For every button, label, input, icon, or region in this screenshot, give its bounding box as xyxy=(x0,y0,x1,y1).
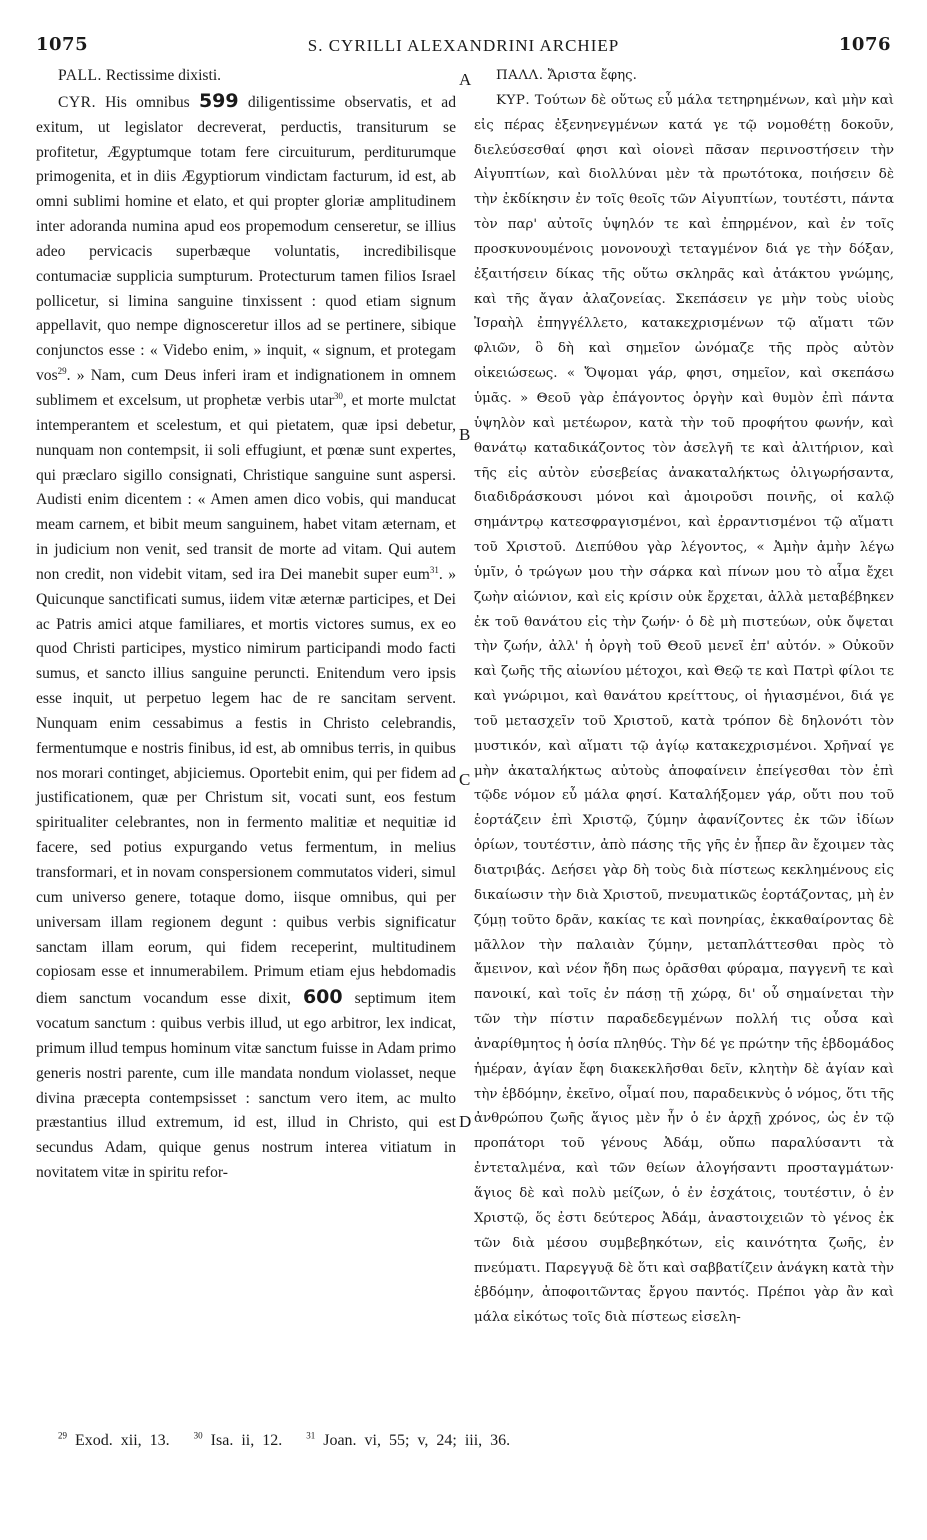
latin-column xyxy=(36,64,456,1186)
speaker-label: ΚΥΡ. xyxy=(496,92,531,108)
footnote-number: 29 xyxy=(58,1430,67,1441)
greek-paragraph-2 xyxy=(474,89,894,1331)
footnote-text: Joan. vi, 55; v, 24; iii, 36. xyxy=(315,1432,511,1449)
footnote-ref-31: 31 xyxy=(429,564,439,575)
latin-paragraph-1 xyxy=(36,64,456,89)
latin-paragraph-2 xyxy=(36,89,456,1186)
speaker-label: PALL. xyxy=(58,67,102,84)
footnote-text: Exod. xii, 13. xyxy=(67,1432,170,1449)
margin-letter-d: D xyxy=(459,1112,472,1131)
column-number-left: 1075 xyxy=(36,34,89,55)
latin-text: Rectissime dixisti. xyxy=(101,67,222,84)
latin-text: septimum item vocatum sanctum : quibus verbis illud, ut ego arbitror, lex indicat, primum illud tempus hominum vitæ sanctum fuisse in Adam primo generis nostri parente, cum ille mandata nondum violasset, neque divina præcepta contempsisset : sanctum vero item, ac multo præstantius illud extremum, id est, illud in Christo, qui est secundus Adam, quique genus nostrum interea vitiatum in novitatem vitæ in spiritu refor- xyxy=(36,990,456,1182)
footnotes xyxy=(58,1432,878,1450)
column-number-right: 1076 xyxy=(838,34,891,55)
column-marker-599: 599 xyxy=(198,89,239,112)
column-marker-600: 600 xyxy=(302,986,343,1009)
latin-text: . » Nam, cum Deus inferi iram et indignationem in omnem sublimem et excelsum, ut prophetæ verbis utar xyxy=(36,367,456,409)
margin-letter-c: C xyxy=(459,770,471,789)
page-header xyxy=(36,34,891,58)
latin-text: diligentissime observatis, et ad exitum, ut legislator decreverat, perductis, transiturum se profitetur, Ægyptumque totam fere circuiturum, perditurumque primogenita, et in diis Ægyptiorum vindictam facturum, id est, ab omni sublimi homine et elato, et qui propter gloriæ amplitudinem inter adoranda numina apud eos propemodum censeretur, se illius adeo pervicacis superbæque voluntatis, incredibilisque contumaciæ supplicia sumpturum. Protecturum tamen filios Israel pollicetur, si limina sanguine tinxissent : quod etiam signum appellavit, quo nempe dignosceretur illos ad se pertinere, sibique conjunctos esse : « Videbo enim, » inquit, « signum, et protegam vos xyxy=(36,93,457,385)
footnote-text: Isa. ii, 12. xyxy=(202,1432,283,1449)
greek-column xyxy=(474,64,894,1331)
latin-text: His omnibus xyxy=(95,93,199,111)
footnote-number: 31 xyxy=(306,1430,316,1441)
greek-paragraph-1 xyxy=(474,64,894,89)
footnote-ref-29: 29 xyxy=(57,365,67,376)
speaker-label: CYR. xyxy=(58,93,96,111)
latin-text: , et morte mulctat intemperantem et scelestum, et qui pietatem, quæ ipsi debetur, nunquam non contempsit, ii soli effugiunt, et pœnæ sunt expertes, qui præclaro sigillo consignati, Christique sanguine sunt aspersi. Audisti enim dicentem : « Amen amen dico vobis, qui manducat meam carnem, et bibit meum sanguinem, habet vitam æternam, et in judicium non venit, sed transit de morte ad vitam. Qui autem non credit, non videbit vitam, sed ira Dei manebit super eum xyxy=(36,391,456,583)
footnote-ref-30: 30 xyxy=(333,390,343,401)
footnote-number: 30 xyxy=(193,1430,203,1441)
margin-letter-a: A xyxy=(459,70,472,89)
running-title: S. CYRILLI ALEXANDRINI ARCHIEP xyxy=(307,36,620,55)
speaker-label: ΠΑΛΛ. xyxy=(496,68,544,83)
latin-text: . » Quicunque sanctificati sumus, iidem vitæ æternæ participes, et Dei ac Patris amici atque familiares, et mortis victores sumus, ex eo quod Christi participes, mystico nimirum participandi modo facti sumus, et sancto illius sanguine perunct​i. Enitendum vero ipsis esse inquit, ut perpetuo legem hac de re sancitam servent. Nunquam enim cessabimus a festis in Christo celebrandis, fermentumque e nostris finibus, id est, ab omnibus terris, in quibus nos morari continget, abjiciemus. Oportebit enim, qui per fidem ad justificationem, quæ per Christum sit, vocati sunt, eos festum spiritualiter celebrantes, non in fermento malitiæ et nequitiæ id facere, sed potius expurgando vetus fermentum, in melius transformari, et in novam conspersionem commutatos videri, simul cum universo genere, totaque domo, iisque omnibus, qui per universam illam regionem degunt : quibus verbis significatur sanctam illam eorum, qui fidem receperint, multitudinem copiosam esse et innumerabilem. Primum etiam ejus hebdomadis diem sanctum vocandum esse dixit, xyxy=(36,565,457,1008)
margin-letter-b: B xyxy=(459,425,471,444)
greek-text: Ἄριστα ἔφης. xyxy=(543,68,637,83)
greek-text: Τούτων δὲ οὕτως εὖ μάλα τετηρημένων, καὶ μὴν καὶ εἰς πέρας ἐξενηνεγμένων κατά γε τῷ νομοθέτῃ δοκοῦν, διελεύσεσθαί φησι καὶ οἱονεὶ πᾶσαν περινοστήσειν τὴν Αἰγυπτίων, καὶ διολλύναι μὲν τὰ πρωτότοκα, ποιήσειν δὲ τὴν ἐκδίκησιν ἐν τοῖς θεοῖς τῶν Αἰγυπτίων, τουτέστι, πάντα τὸν παρ' αὐτοῖς ὑψηλόν τε καὶ ἐπηρμένον, καὶ ἐν τοῖς προσκυνουμένοις μονονουχὶ τεταγμένον διά γε τὴν δόξαν, ἐξαιτήσειν δίκας τῆς οὕτω σκληρᾶς καὶ ἀτάκτου γνώμης, καὶ τῆς ἄγαν ἀλαζονείας. Σκεπάσειν γε μὴν τοὺς υἱοὺς Ἰσραὴλ ἐπηγγέλλετο, κατακεχρισμένων τῷ αἵματι τῶν φλιῶν, ὃ δὴ καὶ σημεῖον ὠνόμαζε τῆς πρὸς αὐτὸν οἰκειώσεως. « Ὄψομαι γάρ, φησι, σημεῖον, καὶ σκεπάσω ὑμᾶς. » Θεοῦ γὰρ ἐπάγοντος ὀργὴν καὶ θυμὸν ἐπὶ πάντα ὑψηλὸν καὶ μετέωρον, κατὰ τὴν τοῦ προφήτου φωνήν, καὶ θανάτῳ καταδικάζοντος τὸν ἀσελγῆ τε καὶ ἀλιτήριον, καὶ τῆς εἰς αὐτὸν εὐσεβείας ἀνακαταλήκτως ὀλιγωρήσαντα, διαδιδράσκουσι μόνοι καὶ ἀμοιροῦσι ποινῆς, οἱ καλῷ σημάντρῳ κατεσφραγισμένοι, καὶ ἐρραντισμένοι τῷ αἵματι τοῦ Χριστοῦ. Διεπύθου γὰρ λέγοντος, « Ἀμὴν ἀμὴν λέγω ὑμῖν, ὁ τρώγων μου τὴν σάρκα καὶ πίνων μου τὸ αἷμα ἔχει ζωὴν αἰώνιον, καὶ εἰς κρίσιν οὐκ ἔρχεται, ἀλλὰ μεταβέβηκεν ἐκ τοῦ θανάτου εἰς τὴν ζωήν· ὁ δὲ μὴ πιστεύων, οὐκ ὄψεται τὴν ζωήν, ἀλλ' ἡ ὀργὴ τοῦ Θεοῦ μενεῖ ἐπ' αὐτόν. » Οὐκοῦν καὶ ζωῆς τῆς αἰωνίου μέτοχοι, καὶ Θεῷ τε καὶ Πατρὶ φίλοι τε καὶ γνώριμοι, καὶ θανάτου κρείττους, οἱ ἡγιασμένοι, διά γε τοῦ μετασχεῖν τοῦ Χριστοῦ, κατὰ τρόπον δὲ δηλονότι τὸν μυστικόν, καὶ αἵματι τῷ ἁγίῳ κατακεχρισμένοι. Χρῆναί γε μὴν ἀκαταλήκτως αὐτοὺς ἀποφαίνειν ἐπείγεσθαι τὸν ἐπὶ τῷδε νόμον εὖ μάλα φησί. Καταλήξομεν γάρ, οὔτι που τοῦ ἑορτάζειν ἐπὶ Χριστῷ, ζύμην ἀφανίζοντες ἐκ τῶν ἰδίων ὁρίων, τουτέστιν, ἀπὸ πάσης τῆς γῆς ἐν ᾗπερ ἂν ἔχοιμεν τὰς διατριβάς. Δεήσει γὰρ δὴ τοὺς διὰ πίστεως κεκλημένους εἰς δικαίωσιν τὴν διὰ Χριστοῦ, πνευματικῶς ἑορτάζοντας, μὴ ἐν ζύμῃ τοῦτο δρᾶν, κακίας τε καὶ πονηρίας, ἐκκαθαίροντας δὲ μᾶλλον τὴν παλαιὰν ζύμην, μεταπλάττεσθαι πρὸς τὸ ἄμεινον, καὶ νέον ἤδη πως ὁρᾶσθαι φύραμα, παγγενῆ τε καὶ πανοικί, καὶ τοῖς ἐν πάσῃ τῇ χώρᾳ, δι' οὗ σημαίνεται τὴν τῶν τὴν πίστιν παραδεδεγμένων πολλή τις οὖσα καὶ ἀναρίθμητος ἡ ὁσία πληθύς. Τὴν δέ γε πρώτην τῆς ἑβδομάδος ἡμέραν, ἁγίαν ἔφη διακεκλῆσθαι δεῖν, κλητὴν δὲ ἁγίαν καὶ τὴν ἑβδόμην, ἐκεῖνο, οἶμαί που, παραδεικνὺς ὁ νόμος, ὅτι τῆς ἀνθρώπου ζωῆς ἅγιος μὲν ἦν ὁ ἐν ἀρχῇ χρόνος, ὡς ἐν τῷ προπάτορι τοῦ γένους Ἀδάμ, οὔπω παραλύσαντι τὰ ἐντεταλμένα, καὶ τῶν θείων ἀλογήσαντι προσταγμάτων· ἅγιος δὲ καὶ πολὺ μείζων, ὁ ἐν ἐσχάτοις, τουτέστιν, ὁ ἐν Χριστῷ, ὅς ἐστι δεύτερος Ἀδάμ, ἀναστοιχειῶν τὸ γένος ἐκ τῶν διὰ μέσου συμβεβηκότων, εἰς καινότητα ζωῆς, ἐν πνεύματι. Παρεγγυᾷ δὲ ὅτι καὶ σαββατίζειν ἀνάγκη κατὰ τὴν ἑβδόμην, ἀποφοιτῶντας ἔργου παντός. Πρέποι γὰρ ἂν καὶ μάλα εἰκότως τοῖς διὰ πίστεως εἰσελη- xyxy=(474,92,894,1326)
